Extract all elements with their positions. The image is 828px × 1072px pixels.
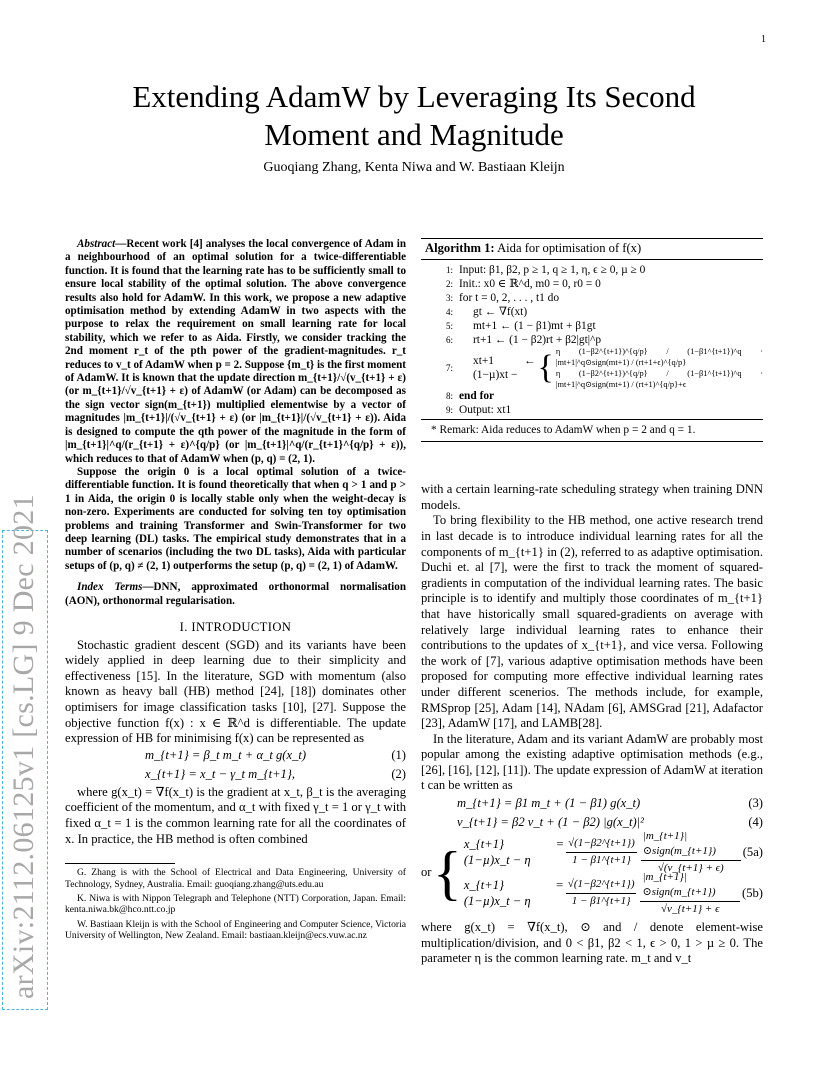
equation-5a-lhs: x_{t+1} = (1−µ)x_t − η	[463, 836, 565, 867]
line-number: 8:	[445, 390, 453, 401]
line-text: Init.: x0 ∈ ℝ^d, m0 = 0, r0 = 0	[459, 277, 601, 290]
line-number: 7:	[445, 362, 453, 373]
right-column	[421, 238, 763, 967]
section-heading-introduction: I. INTRODUCTION	[179, 619, 292, 634]
algorithm-label: Algorithm 1:	[425, 241, 495, 255]
line-text: xt+1 ← (1−µ)xt −	[473, 354, 536, 381]
equation-1-number: (1)	[391, 748, 406, 763]
algorithm-line	[421, 389, 763, 403]
line-number: 1:	[445, 264, 453, 275]
fraction-denominator: 1 − β1^{t+1}	[572, 854, 631, 867]
equation-5-rows	[463, 829, 763, 915]
intro-paragraph-1: Stochastic gradient descent (SGD) and its variants have been widely applied in deep learning due to their simplicity and effectiveness [15]. In the literature, SGD with momentum (also known as heavy ball (HB) method [24], [18]) dominates other optimisers for image classification tasks [10], [27]. Suppose the objective function f(x) : x ∈ ℝ^d is differentiable. The update expression of HB for minimising f(x) can be represented as	[65, 637, 406, 746]
equation-5b-number: (5b)	[742, 885, 763, 900]
equation-2-body: x_{t+1} = x_t − γ_t m_{t+1},	[145, 767, 296, 782]
equation-3-number: (3)	[748, 795, 763, 810]
footnote-1: G. Zhang is with the School of Electrical and Data Engineering, University of Technology, Sydney, Australia. Email: guoqiang.zhang@uts.edu.au	[65, 867, 406, 890]
case-brace: {	[537, 348, 554, 386]
line-number: 4:	[445, 306, 453, 317]
fraction-numerator: √(1−β2^{t+1})	[566, 836, 637, 853]
equation-5b-lhs: x_{t+1} = (1−µ)x_t − η	[463, 877, 564, 908]
equation-4-body: v_{t+1} = β2 v_t + (1 − β2) |g(x_t)|²	[457, 814, 644, 829]
algorithm-line	[421, 305, 763, 319]
fraction-numerator: |m_{t+1}|⊙sign(m_{t+1})	[640, 870, 740, 902]
algorithm-caption	[421, 239, 763, 260]
title-line-2: Moment and Magnitude	[264, 117, 564, 152]
fraction-denominator: 1 − β1^{t+1}	[571, 895, 631, 908]
algorithm-line	[421, 277, 763, 291]
case-bottom: η (1−β2^{t+1})^{q/p} / (1−β1^{t+1})^q · |mt+1|^q⊙sign(mt+1) / (rt+1)^{q/p}+ϵ	[555, 368, 763, 389]
footnote-3: W. Bastiaan Kleijn is with the School of Engineering and Computer Science, Victoria University of Wellington, New Zealand. Email: bastiaan.kleijn@ecs.vuw.ac.nz	[65, 918, 406, 942]
right-paragraph-3: where g(x_t) = ∇f(x_t), ⊙ and / denote element-wise multiplication/division, and 0 < β1, β2 < 1, ϵ > 0, 1 > µ ≥ 0. The parameter η is the common learning rate. m_t and v_t	[421, 920, 763, 966]
line-text: mt+1 ← (1 − β1)mt + β1gt	[473, 319, 596, 332]
left-column	[65, 238, 406, 942]
footnote-rule	[65, 863, 175, 864]
equation-1-body: m_{t+1} = β_t m_t + α_t g(x_t)	[145, 748, 307, 763]
algorithm-remark: * Remark: Aida reduces to AdamW when p = 2 and q = 1.	[421, 419, 763, 442]
equation-5-group	[421, 829, 763, 915]
equation-4-number: (4)	[748, 814, 763, 829]
line-text: for t = 0, 2, . . . , t1 do	[459, 291, 560, 304]
title-line-1: Extending AdamW by Leveraging Its Second	[132, 79, 696, 114]
right-paragraph-1: To bring flexibility to the HB method, one active research trend in last decade is to introduce individual learning rates for all the components of m_{t+1} in (2), referred to as adaptive optimisation. Duchi et. al [7], were the first to track the moment of squared-gradients in computation of the individual learning rates. The basic principle is to identify and multiply those coordinates of m_{t+1} that have historically small squared-gradients on average with relatively large individual learning rates to enhance their contributions to the updates of x_{t+1}, and vice versa. Following the work of [7], various adaptive optimisation methods have been proposed for computing more effective individual learning rates under different scenerios. The methods include, for example, RMSprop [25], Adam [14], NAdam [6], AMSGrad [21], Adafactor [23], AdamW [17], and LAMB[28].	[421, 513, 763, 731]
equation-3-body: m_{t+1} = β1 m_t + (1 − β1) g(x_t)	[457, 795, 641, 810]
arxiv-identifier-stamp[interactable]: arXiv:2112.06125v1 [cs.LG] 9 Dec 2021	[2, 530, 48, 1010]
line-text: Input: β1, β2, p ≥ 1, q ≥ 1, η, ϵ ≥ 0, µ ≥ 0	[459, 263, 646, 276]
equation-2-number: (2)	[391, 767, 406, 782]
fraction-numerator: |m_{t+1}|⊙sign(m_{t+1})	[641, 829, 741, 861]
index-terms-lead: Index Terms	[77, 581, 143, 594]
line-number: 3:	[445, 292, 453, 303]
algorithm-update-cases	[459, 347, 763, 389]
equation-5a-number: (5a)	[742, 844, 763, 859]
right-paragraph-0: with a certain learning-rate scheduling strategy when training DNN models.	[421, 482, 763, 512]
algorithm-box	[421, 238, 763, 442]
fraction-denominator: √v_{t+1} + ϵ	[660, 902, 720, 915]
line-number: 9:	[445, 404, 453, 415]
footnote-2: K. Niwa is with Nippon Telegraph and Telephone (NTT) Corporation, Japan. Email: kenta.niwa.bk@hco.ntt.co.jp	[65, 892, 406, 916]
abstract	[65, 238, 406, 573]
equation-5b-fraction-1	[566, 877, 637, 909]
line-text: rt+1 ← (1 − β2)rt + β2|gt|^p	[473, 333, 602, 346]
abstract-text-1: —Recent work [4] analyses the local convergence of Adam in a neighbourhood of an optimal solution for a twice-differentiable function. It is found that the learning rate has to be sufficiently small to ensure local stability of the optimal solution. The above convergence results also hold for AdamW. In this work, we propose a new adaptive optimisation method by extending AdamW in two aspects with the purpose to relax the requirement on small learning rate for local stability, which we refer to as Aida. Firstly, we consider tracking the 2nd moment r_t of the pth power of the gradient-magnitudes. r_t reduces to v_t of AdamW when p = 2. Suppose {m_t} is the first moment of AdamW. It is known that the update direction m_{t+1}/√(v_{t+1} + ε) (or m_{t+1}/√v_{t+1} + ε) of AdamW (or Adam) can be decomposed as the sign vector sign(m_{t+1}) multiplied elementwise by a vector of magnitudes |m_{t+1}|/(√v_{t+1} + ε) (or |m_{t+1}|/(√v_{t+1} + ε)). Aida is designed to compute the qth power of the magnitude in the form of |m_{t+1}|^q/(r_{t+1} + ε)^{q/p} (or |m_{t+1}|^q/(r_{t+1}^{q/p} + ε)), which reduces to that of AdamW when (p, q) = (2, 1).	[65, 238, 406, 465]
algorithm-line	[421, 403, 763, 417]
abstract-lead: Abstract	[77, 238, 116, 250]
or-label: or	[421, 865, 432, 880]
abstract-paragraph-2: Suppose the origin 0 is a local optimal solution of a twice-differentiable function. It is found theoretically that when q > 1 and p > 1 in Aida, the origin 0 is locally stable only when the weight-decay is non-zero. Experiments are conducted for solving ten toy optimisation problems and training Transformer and Swin-Transformer for two deep learning (DL) tasks. The empirical study demonstrates that in a number of scenarios (including the two DL tasks), Aida with particular setups of (p, q) ≠ (2, 1) outperforms the setup (p, q) = (2, 1) of AdamW.	[65, 465, 406, 572]
equation-5a	[463, 829, 763, 874]
intro-paragraph-2: where g(x_t) = ∇f(x_t) is the gradient at x_t, β_t is the averaging coefficient of the momentum, and α_t with fixed γ_t = 1 or γ_t with fixed α_t = 1 is the common learning rate for all the coordinates of x. In practice, the HB method is often combined	[65, 784, 406, 846]
equation-1	[65, 747, 406, 766]
case-rows	[556, 346, 763, 390]
index-terms	[65, 581, 406, 608]
equation-5-brace: {	[433, 840, 462, 907]
algorithm-line	[421, 319, 763, 333]
equation-5b	[463, 870, 763, 915]
algorithm-caption-text: Aida for optimisation of f(x)	[497, 241, 642, 255]
line-text: Output: xt1	[459, 403, 512, 416]
abstract-paragraph-1	[65, 238, 406, 466]
line-text: gt ← ∇f(xt)	[473, 305, 528, 318]
paper-title	[80, 78, 748, 154]
equation-5a-fraction-1	[566, 836, 637, 868]
equation-2	[65, 766, 406, 785]
right-paragraph-2: In the literature, Adam and its variant AdamW are probably most popular among the existing adaptive optimisation methods (e.g., [26], [16], [12], [11]). The update expression of AdamW at iteration t can be written as	[421, 731, 763, 793]
equation-3	[421, 794, 763, 813]
authors: Guoqiang Zhang, Kenta Niwa and W. Bastiaan Kleijn	[263, 160, 565, 175]
algorithm-line	[421, 333, 763, 347]
algorithm-line	[421, 291, 763, 305]
page-number: 1	[761, 34, 766, 45]
algorithm-lines	[421, 260, 763, 419]
equation-5b-fraction-2	[640, 870, 740, 918]
line-number: 2:	[445, 278, 453, 289]
index-terms-text: —DNN, approximated orthonormal normalisation (AON), orthonormal regularisation.	[65, 581, 406, 607]
case-top: η (1−β2^{t+1})^{q/p} / (1−β1^{t+1})^q · |mt+1|^q⊙sign(mt+1) / (rt+1+ϵ)^{q/p}	[555, 346, 763, 367]
line-number: 5:	[445, 320, 453, 331]
algorithm-line	[421, 263, 763, 277]
fraction-numerator: √(1−β2^{t+1})	[566, 877, 637, 894]
line-number: 6:	[445, 334, 453, 345]
algorithm-line	[421, 347, 763, 389]
line-text: end for	[459, 389, 495, 402]
fraction-denominator: √(v_{t+1} + ϵ)	[657, 861, 724, 874]
